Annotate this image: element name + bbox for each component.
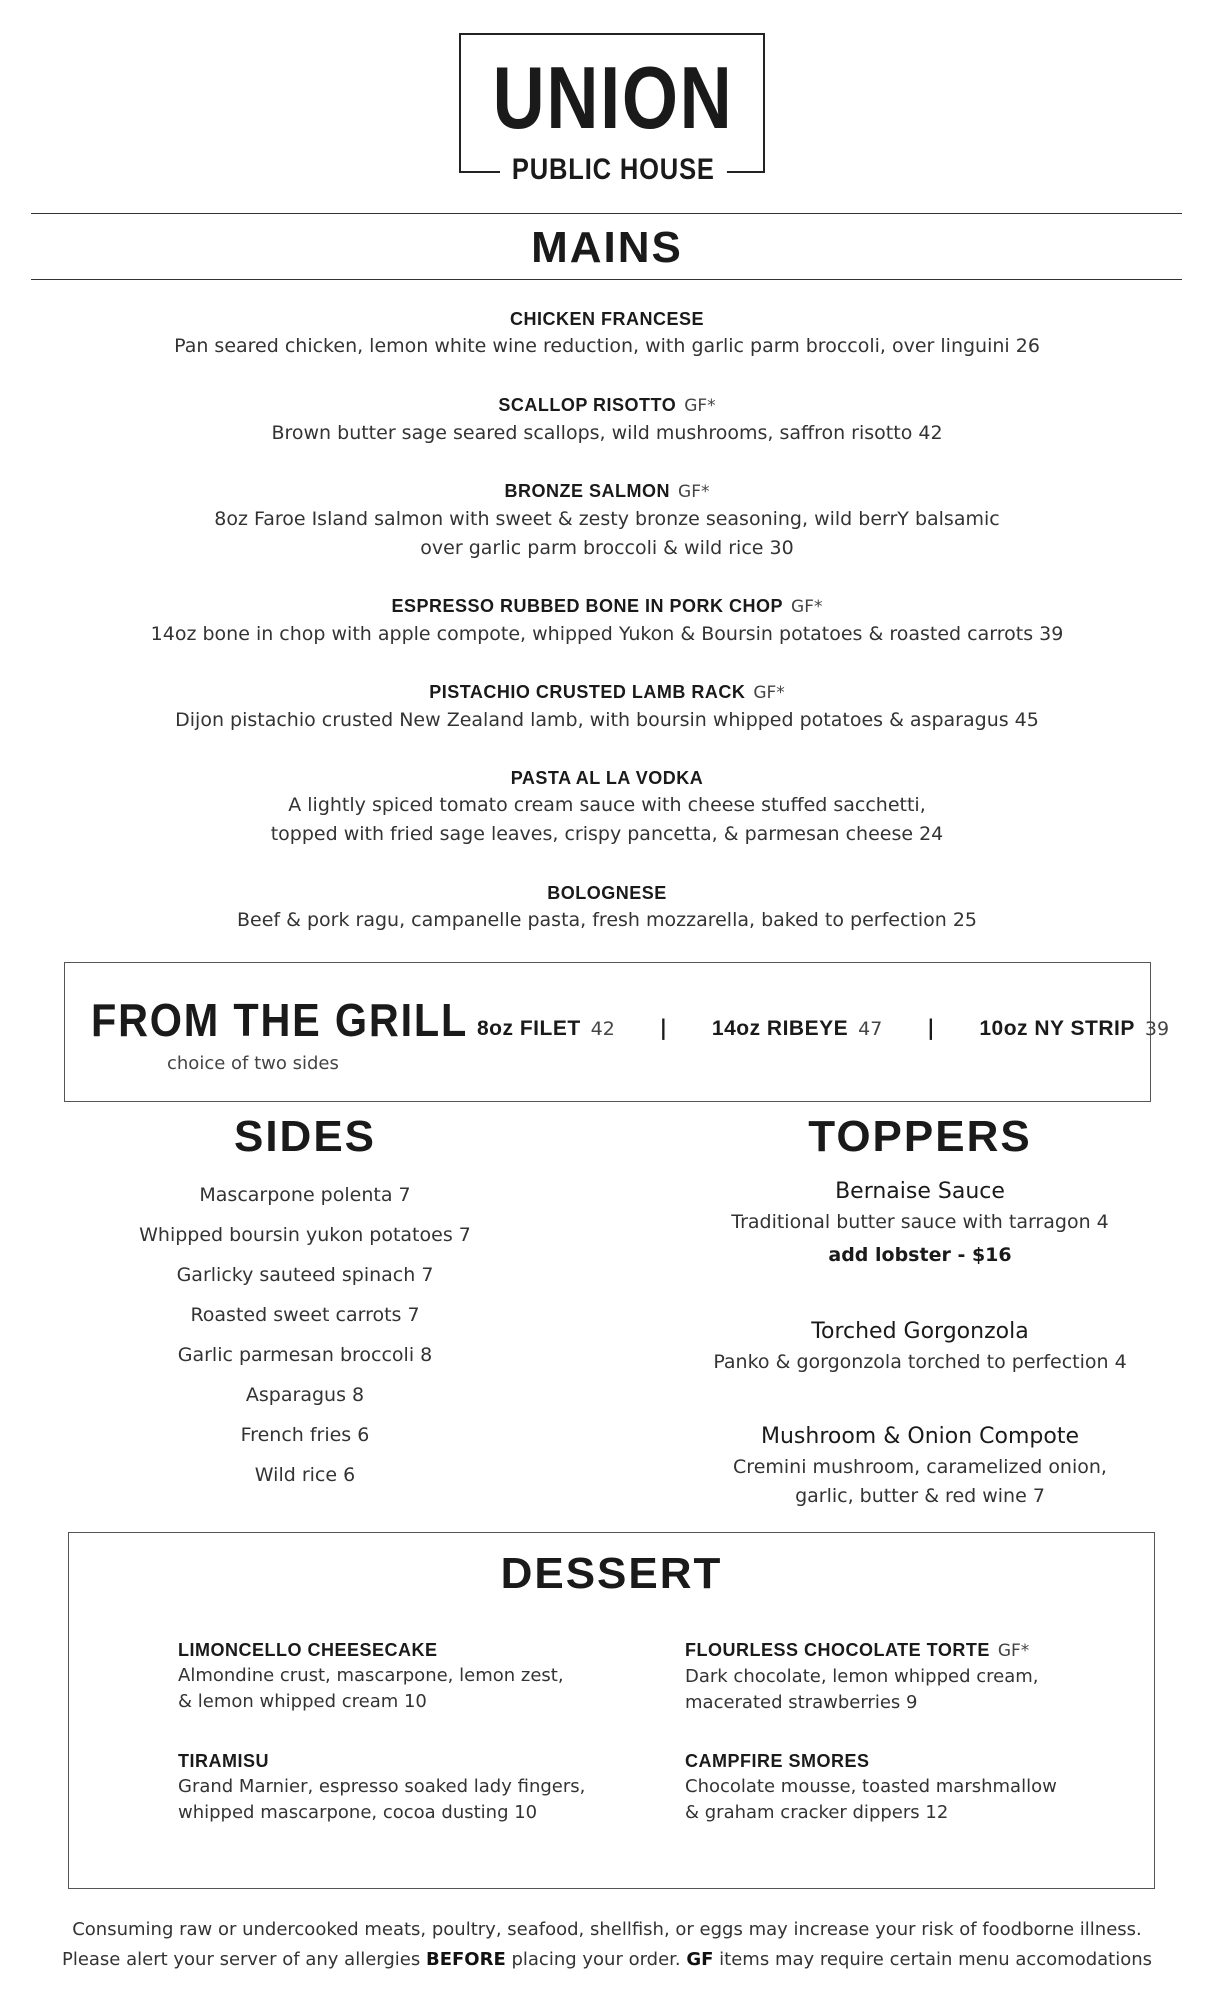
grill-cut-name: 10oz NY STRIP <box>979 1017 1135 1040</box>
side-item: Asparagus 8 <box>245 1384 365 1406</box>
menu-item <box>0 306 1214 361</box>
side-item: Garlic parmesan broccoli 8 <box>177 1344 433 1366</box>
dessert-section <box>68 1532 1155 1889</box>
toppers-title: TOPPERS <box>808 1112 1032 1161</box>
gf-badge: GF* <box>997 1641 1030 1661</box>
item-description: Brown butter sage seared scallops, wild mushrooms, saffron risotto 42 <box>271 422 943 444</box>
allergy-disclaimer <box>0 1915 1214 1975</box>
item-name: ESPRESSO RUBBED BONE IN PORK CHOP <box>391 596 784 616</box>
disclaimer-text: placing your order. <box>505 1949 687 1970</box>
menu-item <box>0 478 1214 563</box>
item-description: Pan seared chicken, lemon white wine reduction, with garlic parm broccoli, over linguini 26 <box>174 335 1040 357</box>
menu-item <box>0 880 1214 935</box>
item-description: Dijon pistachio crusted New Zealand lamb, with boursin whipped potatoes & asparagus 45 <box>175 709 1039 731</box>
menu-item <box>0 679 1214 735</box>
item-name: CHICKEN FRANCESE <box>509 309 704 329</box>
grill-cut-name: 8oz FILET <box>477 1017 581 1040</box>
divider <box>31 279 1182 280</box>
topper-description: Cremini mushroom, caramelized onion, <box>733 1456 1107 1478</box>
topper-item <box>690 1421 1150 1511</box>
side-item: Whipped boursin yukon potatoes 7 <box>139 1224 471 1246</box>
dessert-description: & lemon whipped cream 10 <box>178 1691 427 1712</box>
grill-cut-price: 47 <box>858 1018 883 1040</box>
separator: | <box>927 1016 935 1040</box>
item-name: PASTA AL LA VODKA <box>510 768 704 788</box>
dessert-description: Dark chocolate, lemon whipped cream, <box>685 1666 1039 1687</box>
logo-name: UNION <box>492 48 734 147</box>
sides-title: SIDES <box>233 1112 377 1161</box>
topper-name: Mushroom & Onion Compote <box>761 1424 1079 1449</box>
item-description: 8oz Faroe Island salmon with sweet & zesty bronze seasoning, wild berrY balsamic <box>214 508 1000 530</box>
dessert-name: TIRAMISU <box>178 1751 269 1771</box>
gf-badge: GF* <box>678 482 710 502</box>
menu-item <box>0 392 1214 448</box>
menu-item <box>0 765 1214 849</box>
topper-item <box>690 1176 1150 1273</box>
topper-name: Torched Gorgonzola <box>811 1319 1029 1344</box>
dessert-description: Grand Marnier, espresso soaked lady fingers, <box>178 1776 586 1797</box>
item-description: A lightly spiced tomato cream sauce with cheese stuffed sacchetti, <box>288 794 926 816</box>
gf-badge: GF* <box>753 683 785 703</box>
item-name: SCALLOP RISOTTO <box>498 395 677 415</box>
side-item: French fries 6 <box>240 1424 370 1446</box>
grill-section <box>64 962 1170 1102</box>
disclaimer-text: Please alert your server of any allergies <box>61 1949 426 1970</box>
disclaimer-line: Consuming raw or undercooked meats, poultry, seafood, shellfish, or eggs may increase your risk of foodborne illness. <box>72 1919 1142 1940</box>
separator: | <box>659 1016 668 1040</box>
side-item: Mascarpone polenta 7 <box>199 1184 411 1206</box>
dessert-name: CAMPFIRE SMORES <box>685 1751 870 1771</box>
dessert-description: macerated strawberries 9 <box>685 1692 918 1713</box>
side-item: Garlicky sauteed spinach 7 <box>176 1264 434 1286</box>
logo <box>459 33 767 186</box>
topper-description: garlic, butter & red wine 7 <box>795 1485 1045 1507</box>
item-name: BRONZE SALMON <box>504 481 671 501</box>
gf-badge: GF* <box>791 597 823 617</box>
disclaimer-emphasis: BEFORE <box>425 1949 506 1970</box>
grill-cuts <box>477 1016 1169 1041</box>
dessert-item <box>685 1748 1105 1826</box>
grill-cut-price: 42 <box>590 1018 615 1040</box>
topper-description: Panko & gorgonzola torched to perfection 4 <box>713 1351 1127 1373</box>
dessert-item <box>178 1637 598 1715</box>
item-description: Beef & pork ragu, campanelle pasta, fresh mozzarella, baked to perfection 25 <box>236 909 978 931</box>
menu-item <box>0 593 1214 649</box>
item-description: 14oz bone in chop with apple compote, whipped Yukon & Boursin potatoes & roasted carrots 39 <box>150 623 1064 645</box>
grill-subtitle: choice of two sides <box>167 1053 339 1074</box>
disclaimer-emphasis: GF <box>686 1949 714 1970</box>
topper-name: Bernaise Sauce <box>835 1179 1005 1204</box>
dessert-item <box>178 1748 598 1826</box>
divider <box>31 213 1182 214</box>
dessert-name: FLOURLESS CHOCOLATE TORTE <box>685 1640 990 1660</box>
side-item: Roasted sweet carrots 7 <box>190 1304 420 1326</box>
dessert-description: Chocolate mousse, toasted marshmallow <box>685 1776 1057 1797</box>
grill-cut-price: 39 <box>1144 1018 1170 1040</box>
gf-badge: GF* <box>684 396 716 416</box>
topper-addon: add lobster - $16 <box>828 1244 1012 1266</box>
dessert-title: DESSERT <box>500 1549 723 1598</box>
grill-cut-name: 14oz RIBEYE <box>711 1017 849 1040</box>
item-name: BOLOGNESE <box>547 883 667 903</box>
disclaimer-line <box>0 1945 1214 1975</box>
disclaimer-text: items may require certain menu accomodations <box>713 1949 1153 1970</box>
dessert-description: Almondine crust, mascarpone, lemon zest, <box>178 1665 564 1686</box>
side-item: Wild rice 6 <box>254 1464 356 1486</box>
mains-title: MAINS <box>531 223 683 272</box>
dessert-item <box>685 1637 1105 1716</box>
dessert-description: whipped mascarpone, cocoa dusting 10 <box>178 1802 538 1823</box>
grill-title: FROM THE GRILL <box>91 994 469 1046</box>
item-description: topped with fried sage leaves, crispy pancetta, & parmesan cheese 24 <box>270 823 944 845</box>
topper-description: Traditional butter sauce with tarragon 4 <box>731 1211 1109 1233</box>
item-name: PISTACHIO CRUSTED LAMB RACK <box>429 682 746 702</box>
item-description: over garlic parm broccoli & wild rice 30 <box>420 537 794 559</box>
dessert-description: & graham cracker dippers 12 <box>685 1802 949 1823</box>
logo-subtitle: PUBLIC HOUSE <box>500 152 727 188</box>
dessert-name: LIMONCELLO CHEESECAKE <box>178 1640 438 1660</box>
topper-item <box>690 1316 1150 1377</box>
